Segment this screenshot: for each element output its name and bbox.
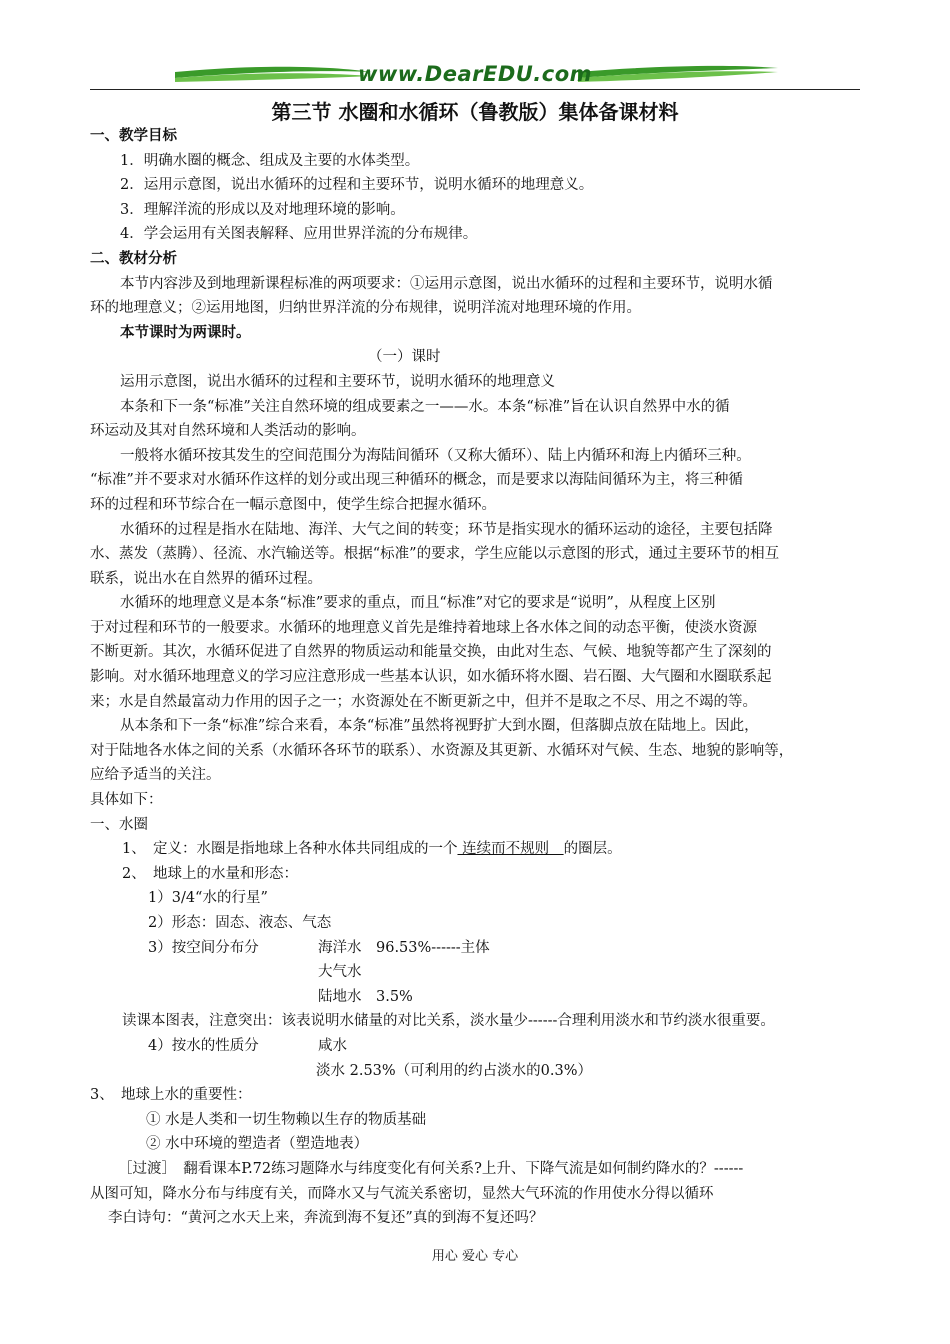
site-logo-text[interactable]: www.DearEDU.com [357,62,593,86]
lesson-hours-note: 本节课时为两课时。 [120,324,251,341]
paragraph-line: 于对过程和环节的一般要求。水循环的地理意义首先是维持着地球上各水体之间的动态平衡，使淡水资源 [90,619,757,636]
list-item: 2、 地球上的水量和形态： [122,865,298,882]
list-item: 1）3/4“水的行星” [148,890,268,907]
distribution-label: 3）按空间分布分 [148,939,259,956]
goal-item: 4．学会运用有关图表解释、应用世界洋流的分布规律。 [120,226,478,243]
paragraph-line: 从本条和下一条“标准”综合来看，本条“标准”虽然将视野扩大到水圈，但落脚点放在陆地上。因此， [120,718,759,735]
goal-item: 2．运用示意图，说出水循环的过程和主要环节，说明水循环的地理意义。 [120,177,594,194]
goal-item: 3．理解洋流的形成以及对地理环境的影响。 [120,201,405,218]
paragraph-line: 环的地理意义；②运用地图，归纳世界洋流的分布规律，说明洋流对地理环境的作用。 [90,300,641,317]
distribution-row [90,936,862,961]
atmosphere-water: 大气水 [318,964,362,981]
section-heading-goals: 一、教学目标 [90,128,177,144]
transition-line: ［过渡］ 翻看课本P.72练习题降水与纬度变化有何关系?上升、下降气流是如何制约降水的？------ [118,1160,744,1177]
paragraph-line: 环的过程和环节综合在一幅示意图中，使学生综合把握水循环。 [90,496,496,513]
lesson-one-heading: （一）课时 [368,349,441,366]
paragraph-line: “标准”并不要求对水循环作这样的划分或出现三种循环的概念，而是要求以海陆间循环为主，将三种循 [90,472,743,489]
paragraph-line: 环运动及其对自然环境和人类活动的影响。 [90,423,366,440]
land-water: 陆地水 3.5% [318,988,413,1005]
paragraph-line: 水、蒸发（蒸腾）、径流、水汽输送等。根据“标准”的要求，学生应能以示意图的形式，通过主要环节的相互 [90,546,780,563]
document-body [90,124,862,1231]
nature-label: 4）按水的性质分 [148,1037,259,1054]
goal-item: 1．明确水圈的概念、组成及主要的水体类型。 [120,152,420,169]
nature-row [90,1034,862,1059]
section-heading-analysis: 二、教材分析 [90,250,177,267]
paragraph-line: 一般将水循环按其发生的空间范围分为海陆间循环（又称大循环）、陆上内循环和海上内循环三种。 [120,447,751,464]
definition-suffix: 的圈层。 [563,841,622,858]
poem-line: 李白诗句：“黄河之水天上来，奔流到海不复还”真的到海不复还吗？ [108,1210,544,1227]
ocean-water: 海洋水 96.53%------主体 [318,939,490,956]
paragraph-line: 本节内容涉及到地理新课程标准的两项要求：①运用示意图，说出水循环的过程和主要环节，说明水循 [120,275,773,292]
paragraph-line: 来；水是自然最富动力作用的因子之一；水资源处在不断更新之中，但并不是取之不尽、用之不竭的等。 [90,693,757,710]
paragraph-line: 水循环的过程是指水在陆地、海洋、大气之间的转变；环节是指实现水的循环运动的途径，主要包括降 [120,521,773,538]
definition-prefix: 1、 定义：水圈是指地球上各种水体共同组成的一个 [122,841,458,858]
definition-blank: 连续而不规则 [457,841,564,858]
paragraph-line: 联系，说出水在自然界的循环过程。 [90,570,322,587]
page-title: 第三节 水圈和水循环（鲁教版）集体备课材料 [271,100,679,124]
list-item: ① 水是人类和一切生物赖以生存的物质基础 [146,1111,427,1128]
paragraph-line: 对于陆地各水体之间的关系（水循环各环节的联系）、水资源及其更新、水循环对气候、生态、地貌的影响等， [90,742,794,759]
read-note: 读课本图表，注意突出：该表说明水储量的对比关系，淡水量少------合理利用淡水和节约淡水很重要。 [122,1013,775,1030]
list-item: 2）形态：固态、液态、气态 [148,915,332,931]
list-item: 3、 地球上水的重要性： [90,1087,252,1104]
paragraph-line: 应给予适当的关注。 [90,767,221,784]
lesson-one-goal: 运用示意图，说出水循环的过程和主要环节，说明水循环的地理意义 [120,373,555,390]
detail-intro: 具体如下： [90,792,163,809]
paragraph-line: 水循环的地理意义是本条“标准”要求的重点，而且“标准”对它的要求是“说明”，从程度上区别 [120,595,716,612]
paragraph-line: 不断更新。其次，水循环促进了自然界的物质运动和能量交换，由此对生态、气候、地貌等都产生了深刻的 [90,644,772,661]
paragraph-line: 影响。对水循环地理意义的学习应注意形成一些基本认识，如水循环将水圈、岩石圈、大气圈和水圈联系起 [90,669,772,686]
paragraph-line: 本条和下一条“标准”关注自然环境的组成要素之一——水。本条“标准”旨在认识自然界中水的循 [120,398,730,415]
definition-line [90,837,862,862]
salt-water: 咸水 [318,1037,347,1054]
header-rule [90,89,860,90]
fresh-water: 淡水 2.53%（可利用的约占淡水的0.3%） [316,1062,593,1079]
section-heading-water-sphere: 一、水圈 [90,816,148,833]
list-item: ② 水中环境的塑造者（塑造地表） [146,1136,369,1153]
transition-line: 从图可知，降水分布与纬度有关，而降水又与气流关系密切，显然大气环流的作用使水分得以循环 [90,1185,714,1202]
page-footer: 用心 爱心 专心 [431,1249,519,1264]
